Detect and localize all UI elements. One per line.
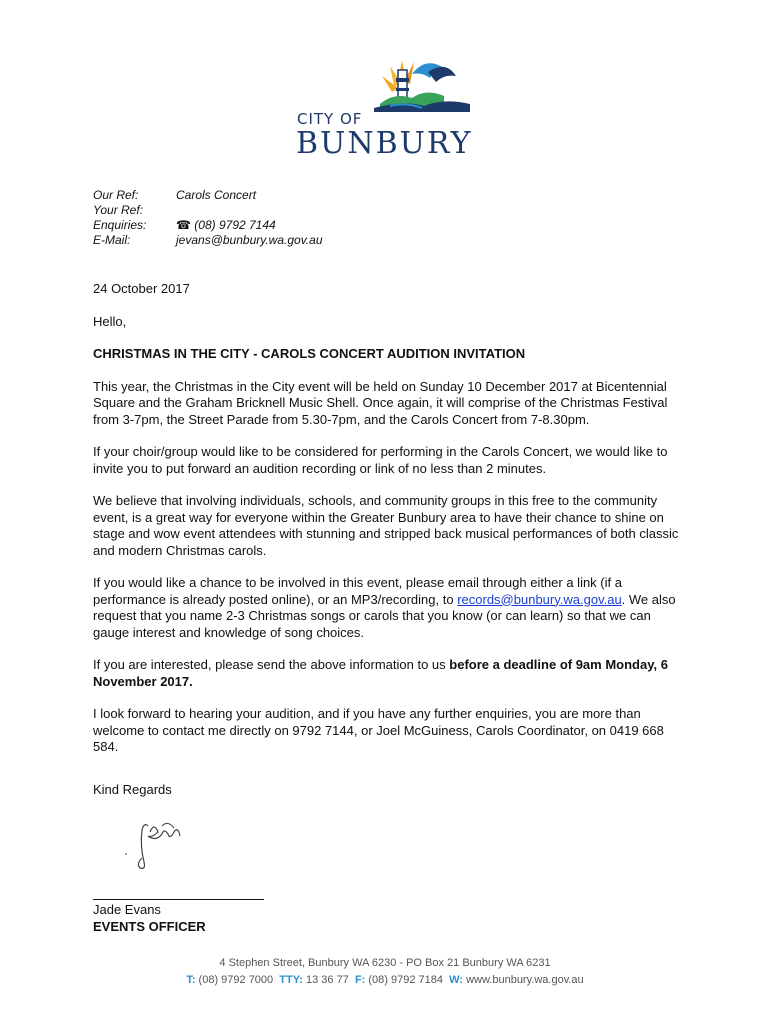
email-value: jevans@bunbury.wa.gov.au [176, 233, 323, 247]
submission-text-before: If you would like a chance to be involved in this event, please email through either a link (if a performance is already posted online), or an MP3/recording, to [93, 575, 622, 607]
email-label: E-Mail: [93, 233, 131, 247]
org-name-line1: CITY OF [297, 110, 363, 128]
org-name-line2: BUNBURY [296, 126, 473, 161]
phone-icon: ☎ [176, 218, 191, 232]
our-ref-row [93, 188, 323, 203]
email-row [93, 233, 323, 248]
footer-phone: (08) 9792 7000 [198, 974, 274, 986]
paragraph-invitation: If your choir/group would like to be considered for performing in the Carols Concert, we would like to invite you to put forward an audition recording or link of no less than 2 minutes. [93, 444, 668, 476]
signer-title: EVENTS OFFICER [93, 918, 206, 934]
letter-heading: CHRISTMAS IN THE CITY - CAROLS CONCERT AUDITION INVITATION [93, 346, 526, 361]
letter-body [93, 281, 683, 814]
footer-fax-label: F: [354, 974, 366, 986]
reference-block [93, 188, 323, 248]
enquiries-value: (08) 9792 7144 [194, 218, 276, 232]
signer-block [93, 902, 206, 935]
signature-line [93, 899, 264, 900]
handwritten-signature [118, 818, 198, 874]
letter-footer [0, 955, 770, 989]
deadline-bold: before a deadline of 9am Monday, 6 November 2017. [93, 657, 668, 689]
our-ref-value: Carols Concert [176, 188, 257, 202]
footer-tty: 13 36 77 [305, 974, 349, 986]
footer-fax: (08) 9792 7184 [368, 974, 444, 986]
paragraph-deadline [93, 657, 683, 690]
footer-website: www.bunbury.wa.gov.au [466, 974, 584, 986]
letter-date: 24 October 2017 [93, 281, 190, 296]
records-email-link[interactable]: records@bunbury.wa.gov.au [457, 591, 622, 607]
your-ref-label: Your Ref: [93, 203, 144, 217]
our-ref-label: Our Ref: [93, 188, 139, 202]
footer-address: 4 Stephen Street, Bunbury WA 6230 - PO Box 21 Bunbury WA 6231 [219, 957, 551, 969]
footer-web-label: W: [449, 974, 463, 986]
letter-closing: Kind Regards [93, 781, 172, 797]
deadline-text: If you are interested, please send the above information to us [93, 657, 450, 672]
signer-name: Jade Evans [93, 902, 161, 917]
footer-tty-label: TTY: [279, 974, 303, 986]
paragraph-event-details: This year, the Christmas in the City event will be held on Sunday 10 December 2017 at Bicentennial Square and the Graham Bricknell Music Shell. Once again, it will comprise of the Christmas Festival from 3-7pm, the Street Parade from 5.30-7pm, and the Carols Concert from 7-8.30pm. [93, 378, 668, 427]
footer-phone-label: T: [186, 974, 196, 986]
footer-contacts [0, 972, 770, 989]
letter-greeting: Hello, [93, 313, 127, 329]
paragraph-contact: I look forward to hearing your audition, and if you have any further enquiries, you are more than welcome to contact me directly on 9792 7144, or Joel McGuiness, Carols Coordinator, on 0419 668 584. [93, 706, 664, 754]
paragraph-community: We believe that involving individuals, schools, and community groups in this free to the community event, is a great way for everyone within the Greater Bunbury area to have their chance to shine on stage and wow event attendees with stunning and stripped back musical performances of both classic and modern Christmas carols. [93, 493, 679, 558]
your-ref-row [93, 203, 323, 218]
enquiries-row [93, 218, 323, 233]
paragraph-submission [93, 575, 683, 641]
submission-text-after: . We also request that you name 2-3 Christmas songs or carols that you know (or can learn) so that we can gauge interest and knowledge of song choices. [93, 591, 676, 640]
enquiries-label: Enquiries: [93, 218, 147, 232]
